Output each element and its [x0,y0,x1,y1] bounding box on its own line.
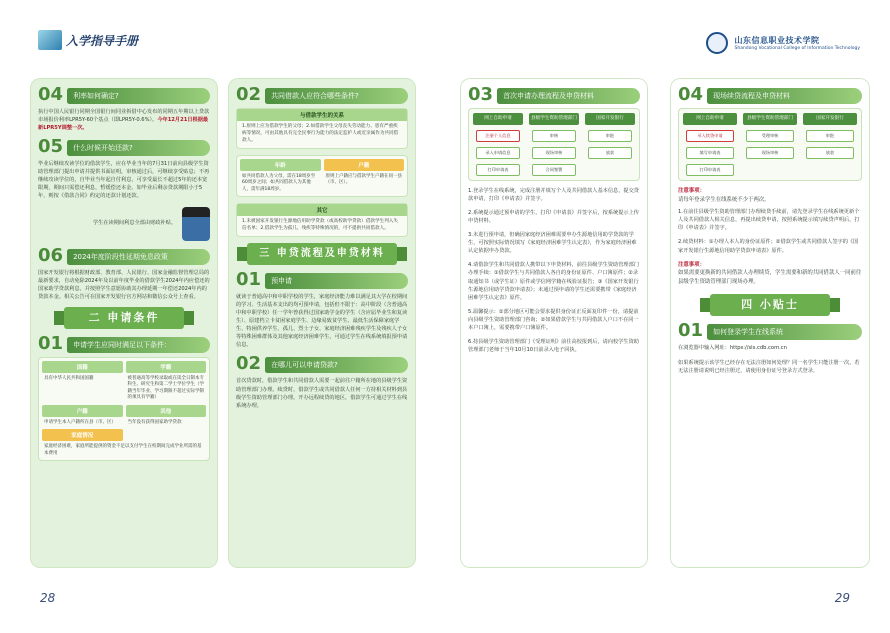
page-number-left: 28 [40,591,56,605]
renewal-note-1: 注意事项： 请每年登录学生在线系统不少于两次。 [678,187,770,203]
renewal-list-1: 1.在前往县级学生资助管理部门办理续贷手续前，请先登录学生在线系统更新个人及共同借款人相关信息，再提出续贷申请，按照系统提示填写续贷声明后，打印《申请表》并签字。 [678,209,860,232]
age-household-table: 年龄 户籍 如共同借款人为父母，需在18周岁至60周岁之间；如共同借款人为其他人，需年满18周岁。 原则上户籍应与借款学生户籍在同一县（市、区）。 [236,155,408,198]
section-05: 05 什么时候开始还款? [38,138,210,156]
column-3 [460,78,648,568]
preapply-text: 就读于普通高中和中职学校的学生，家庭经济能力难以满足其大学在校期间的学习、生活基本支出的均可预申请，包括但不限于：高中阶段（含普通高中和中职学校）任一学年曾获得过国家助学金的学生（含应届毕业生和复读生）、原建档立卡贫困家庭学生、边缘易致贫学生、最低生活保障家庭学生、特困供养学生、孤儿、烈士子女、家庭经济困难残疾学生及残疾人子女等特殊困难群体及其他家庭经济困难学生，可通过学生在线系统填报预申请信息。 [236,294,408,349]
section-03-first-apply: 03 首次申请办理流程及申贷材料 [468,86,640,104]
deferral-policy-text: 国家开发银行将根据财政部、教育部、人民银行、国家金融监督管理总局的最新要求，自动免除2024年及以前年度毕业的借款学生2024年内应偿还的国家助学贷款利息，并按照学生意愿协助其办理延期一年偿还2024年内的贷款本金。相关公告可在国家开发银行官方网站和微信公众号上查看。 [38,269,210,300]
section-02-coborrower: 02 共同借款人应符合哪些条件? [236,86,408,104]
right-page [445,0,890,633]
first-apply-step-3: 3.未进行预申请，但确因家庭经济困难需要申办生源地信用助学贷款的学生，可按照实际情况填写《家庭经济困难学生认定表》，作为家庭经济困难认定依据申办贷款。 [468,232,637,255]
interest-rate-text: 执行中国人民银行同期全国银行间同业拆借中心发布的同期五年期以上贷款市场报价利率LPR5Y-60个基点（即LPR5Y-0.6%）。今年12月21日根据最新LPR5Y调整一次。 [38,109,210,132]
first-apply-step-6: 6.持县级学生资助管理部门《受理证明》前往高校报到后，请向校学生资助管理部门老师于当年10月10日前录入电子回执。 [468,338,639,353]
section-banner-process: 三 申贷流程及申贷材料 [247,243,397,265]
school-logo: 山东信息职业技术学院 Shandong Vocational College of Information Technology [706,32,860,54]
section-banner-tips: 四 小贴士 [710,294,830,316]
other-table: 其它 1.未被国家开发银行生源地信用助学贷款（或高校助学贷款）借款学生列入失信名单；2.借款学生为孤儿、残疾等特殊情况的，可不提供共同借款人。 [236,203,408,237]
section-01-conditions: 01 申请学生应同时满足以下条件： [38,335,210,353]
renewal-note-2: 注意事项： 如果需要更换新的共同借款人办理续贷，学生需要和新的共同借款人一同前往县级学生资助管理部门现场办理。 [678,261,862,285]
section-02-where: 02 在哪儿可以申请贷款? [236,355,408,373]
conditions-table: 国籍 学籍 具有中华人民共和国国籍 被普通高等学校录取或在读全日制本专科生、研究生和第二学士学位学生（学籍当年毕业、学习期限不超过实际学制的须具有学籍） 户籍 其他 申请学生本人户籍所在县（市、区） 当年没有获得国家助学贷款 家庭情况 家庭经济困难，家庭所能提供的资金不足以支付学生在校期间完成学业所需的基本费用 [38,357,210,462]
handbook-title: 入学指导手册 [66,33,139,48]
school-seal-icon [706,32,728,54]
section-04: 04 利率如何确定? [38,86,210,104]
graduate-icon [182,207,210,241]
first-apply-step-1: 1.登录学生在线系统，完成注册并填写个人及共同借款人基本信息，提交贷款申请，打印《申请表》并签字。 [468,187,639,203]
where-apply-text: 首次贷款时，借款学生和共同借款人需要一起前往户籍所在地的县级学生资助管理部门办理。续贷时，借款学生或共同借款人任何一方持相关材料到县级学生资助管理部门办理。开办远程续贷的地区，借款学生可通过学生在线系统办理。 [236,378,408,409]
column-1 [30,78,218,568]
login-tip-text: 如果系统提示该学生已经存在无法注册如何处理？同一名学生只能注册一次，若无法注册请说明已经注册过，请使用身份证号登录方式登录。 [678,359,860,374]
section-01-preapply: 01 预申请 [236,271,408,289]
section-06: 06 2024年度阶段性延期免息政策 [38,247,210,265]
renewal-list-2: 2.续贷材料：①办理人本人的身份证原件；②借款学生或共同借款人签字的《国家开发银行生源地信用助学贷款申请表》原件。 [678,239,859,254]
first-apply-flowchart: 网上自助申请 注册个人信息 录入申请信息 打印申请表 县级学生资助管理部门 审核 现场审核 合同签署 国家开发银行 审批 放款 [468,108,640,181]
relation-table: 与借款学生的关系 1.原则上应为借款学生的父母；2.如借款学生父母丧失劳动能力、患有严重疾病等情况，可由其他具有完全民事行为能力的法定监护人或近亲属作为共同借款人。 [236,108,408,149]
handbook-logo [38,30,138,50]
section-banner-conditions: 二 申请条件 [64,307,184,329]
login-url-text: 在浏览器中输入网址：https://sls.cdb.com.cn [678,345,787,352]
section-04-renewal: 04 现场续贷流程及申贷材料 [678,86,862,104]
logo-icon [38,30,62,50]
repayment-text: 毕业后继续攻读学位的借款学生，应在毕业当年的7月31日前向县级学生资助管理部门提出申请并提供书面证明，审核通过后，可继续享受贴息；不再继续攻读学位的，自毕业当年起自付利息，可享受最长不超过5年的还本宽限期，期间只需偿还利息，暂缓偿还本金。如毕业后剩余贷款期限小于5年，则按《借款合同》约定的还款计划还款。 [38,161,210,200]
first-apply-step-5: 5.温馨提示：①部分地区可能会要求提供身份证正反面复印件一份，请提前向县级学生资助管理部门咨询；②如果借款学生与共同借款人户口不在同一本户口簿上，需要携带户口簿原件。 [468,308,639,331]
section-01-login: 01 如何登录学生在线系统 [678,322,862,340]
column-2 [228,78,416,568]
interest-subsidy-note: 学生在读期间利息全部由财政补贴。 [38,207,210,241]
first-apply-step-2: 2.系统提示通过预申请的学生，打印《申请表》并签字后，按系统提示上传申贷材料。 [468,210,639,225]
page-number-right: 29 [834,591,850,605]
column-4 [670,78,870,568]
first-apply-step-4: 4.请借款学生和共同借款人携带以下申贷材料，前往县级学生资助管理部门办理手续：①借款学生与共同借款人各自的身份证原件、户口簿原件；②录取通知书（或学生证）原件或学信网学籍在线验证报告；③《国家开发银行生源地信用助学贷款申请表》；未通过预申请的学生还需要携带《家庭经济困难学生认定表》原件。 [468,262,639,301]
renewal-flowchart: 网上自助申请 录入续贷申请 填写申请表 打印申请表 县级学生资助管理部门 受理审核 现场审核 国家开发银行 审批 放款 [678,108,862,181]
